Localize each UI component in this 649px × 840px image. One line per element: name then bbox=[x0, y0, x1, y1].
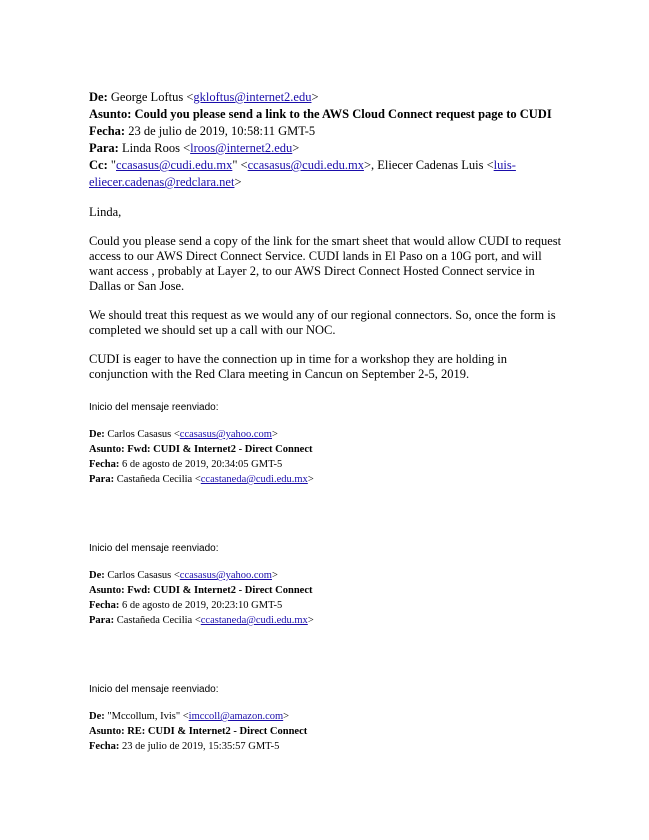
cc2-name: Eliecer Cadenas Luis bbox=[377, 158, 484, 172]
body-paragraph-3: CUDI is eager to have the connection up in time for a workshop they are holding in conjunction with the Red Clara meeting in Cancun on September 2-5, 2019. bbox=[89, 352, 507, 381]
forward-label: Inicio del mensaje reenviado: bbox=[89, 402, 219, 413]
cc1-email-link[interactable]: ccasasus@cudi.edu.mx bbox=[247, 158, 364, 172]
fwd3-subject-label: Asunto: bbox=[89, 726, 125, 737]
fwd1-date-label: Fecha: bbox=[89, 459, 120, 470]
to-email-link[interactable]: lroos@internet2.edu bbox=[190, 141, 293, 155]
fwd1-subject-line bbox=[89, 443, 313, 457]
from-label: De: bbox=[89, 90, 108, 104]
fwd2-to-line: Para: Castañeda Cecilia <ccastaneda@cudi.edu.mx> bbox=[89, 615, 314, 626]
forward-label: Inicio del mensaje reenviado: bbox=[89, 543, 219, 554]
fwd1-date-text: 6 de agosto de 2019, 20:34:05 GMT-5 bbox=[121, 459, 283, 470]
fwd1-to-email-link[interactable]: ccastaneda@cudi.edu.mx bbox=[200, 474, 308, 485]
fwd2-from-name: Carlos Casasus bbox=[107, 570, 172, 581]
from-email-link[interactable]: gkloftus@internet2.edu bbox=[193, 90, 312, 104]
fwd2-to-email-link[interactable]: ccastaneda@cudi.edu.mx bbox=[200, 615, 308, 626]
fwd1-from-name: Carlos Casasus bbox=[107, 429, 172, 440]
to-name: Linda Roos bbox=[121, 141, 180, 155]
date-text: 23 de julio de 2019, 10:58:11 GMT-5 bbox=[128, 124, 316, 138]
fwd2-date-label: Fecha: bbox=[89, 600, 120, 611]
fwd2-date-line bbox=[89, 599, 282, 613]
cc-line-continued: eliecer.cadenas@redclara.net> bbox=[89, 175, 242, 189]
fwd3-from-email-link[interactable]: imccoll@amazon.com bbox=[188, 711, 284, 722]
fwd1-to-line: Para: Castañeda Cecilia <ccastaneda@cudi.edu.mx> bbox=[89, 474, 314, 485]
fwd3-from-name: "Mccollum, Ivis" bbox=[107, 711, 181, 722]
fwd1-to-name: Castañeda Cecilia bbox=[116, 474, 193, 485]
cc2-email-link-part1[interactable]: luis- bbox=[493, 158, 516, 172]
fwd1-subject-text: Fwd: CUDI & Internet2 - Direct Connect bbox=[127, 444, 313, 455]
fwd1-to-label: Para: bbox=[89, 474, 115, 485]
fwd3-subject-line bbox=[89, 725, 307, 739]
body-paragraph-1: Could you please send a copy of the link for the smart sheet that would allow CUDI to request access to our AWS Direct Connect Service. CUDI lands in El Paso on a 10G port, and will want access , probably at Layer 2, to our AWS Direct Connect Hosted Connect service in Dallas or San Jose. bbox=[89, 234, 562, 293]
forward-label: Inicio del mensaje reenviado: bbox=[89, 684, 219, 695]
fwd3-subject-text: RE: CUDI & Internet2 - Direct Connect bbox=[127, 726, 308, 737]
fwd1-date-line bbox=[89, 458, 282, 472]
to-line: Para: Linda Roos <lroos@internet2.edu> bbox=[89, 141, 300, 155]
greeting: Linda, bbox=[89, 205, 122, 219]
from-line: De: George Loftus <gkloftus@internet2.edu> bbox=[89, 90, 319, 104]
fwd1-subject-label: Asunto: bbox=[89, 444, 125, 455]
fwd2-from-line: De: Carlos Casasus <ccasasus@yahoo.com> bbox=[89, 570, 278, 581]
body-paragraph-2: We should treat this request as we would any of our regional connectors. So, once the form is completed we should set up a call with our NOC. bbox=[89, 308, 556, 337]
fwd1-from-email-link[interactable]: ccasasus@yahoo.com bbox=[179, 429, 272, 440]
fwd2-from-label: De: bbox=[89, 570, 105, 581]
cc-label: Cc: bbox=[89, 158, 108, 172]
fwd2-subject-text: Fwd: CUDI & Internet2 - Direct Connect bbox=[127, 585, 313, 596]
fwd3-date-line bbox=[89, 740, 279, 754]
fwd2-from-email-link[interactable]: ccasasus@yahoo.com bbox=[179, 570, 272, 581]
fwd2-subject-line bbox=[89, 584, 313, 598]
from-name: George Loftus bbox=[110, 90, 184, 104]
subject-line bbox=[89, 106, 552, 123]
cc-line: Cc: "ccasasus@cudi.edu.mx" <ccasasus@cudi.edu.mx>, Eliecer Cadenas Luis <luis- bbox=[89, 158, 516, 172]
date-line bbox=[89, 123, 315, 140]
subject-label: Asunto: bbox=[89, 107, 132, 121]
cc1-quoted-link[interactable]: ccasasus@cudi.edu.mx bbox=[115, 158, 233, 172]
fwd2-subject-label: Asunto: bbox=[89, 585, 125, 596]
cc2-email-link-part2[interactable]: eliecer.cadenas@redclara.net bbox=[89, 175, 235, 189]
fwd3-from-label: De: bbox=[89, 711, 105, 722]
fwd1-from-line: De: Carlos Casasus <ccasasus@yahoo.com> bbox=[89, 429, 278, 440]
date-label: Fecha: bbox=[89, 124, 126, 138]
fwd3-date-text: 23 de julio de 2019, 15:35:57 GMT-5 bbox=[121, 741, 280, 752]
fwd1-from-label: De: bbox=[89, 429, 105, 440]
fwd3-date-label: Fecha: bbox=[89, 741, 120, 752]
subject-text: Could you please send a link to the AWS Cloud Connect request page to CUDI bbox=[134, 107, 552, 121]
fwd2-date-text: 6 de agosto de 2019, 20:23:10 GMT-5 bbox=[121, 600, 283, 611]
fwd2-to-name: Castañeda Cecilia bbox=[116, 615, 193, 626]
to-label: Para: bbox=[89, 141, 119, 155]
fwd2-to-label: Para: bbox=[89, 615, 115, 626]
fwd3-from-line: De: "Mccollum, Ivis" <imccoll@amazon.com> bbox=[89, 711, 290, 722]
